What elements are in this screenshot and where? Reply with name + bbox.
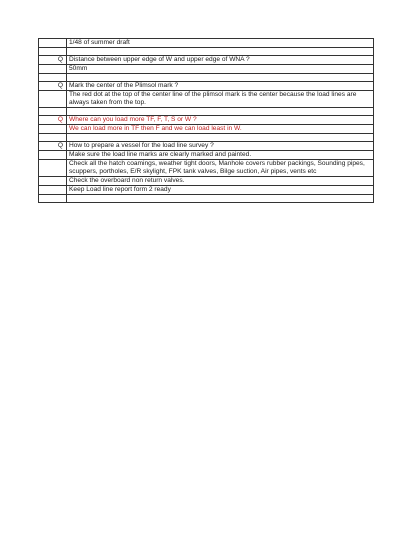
table-row: [39, 74, 374, 82]
answer-text: Keep Load line report form 2 ready: [67, 186, 374, 195]
table-row: [39, 160, 374, 177]
q-marker: Q: [39, 142, 67, 151]
q-marker: [39, 151, 67, 160]
q-marker: [39, 160, 67, 177]
table-row: [39, 65, 374, 74]
answer-text: Make sure the load line marks are clearly marked and painted.: [67, 151, 374, 160]
table-row: [39, 91, 374, 108]
answer-text: Check the overboard non return valves.: [67, 177, 374, 186]
answer-text: We can load more in TF then F and we can load least in W.: [67, 125, 374, 134]
answer-text: The red dot at the top of the center line of the plimsol mark is the center because the load lines are always taken from the top.: [67, 91, 374, 108]
table-row: [39, 108, 374, 116]
row-text: [67, 134, 374, 142]
q-marker: [39, 125, 67, 134]
row-text: [67, 195, 374, 203]
q-marker: [39, 108, 67, 116]
row-text: [67, 108, 374, 116]
table-row: [39, 142, 374, 151]
row-text: [67, 74, 374, 82]
table-row: [39, 186, 374, 195]
q-marker: [39, 39, 67, 48]
table-row: [39, 151, 374, 160]
table-row: [39, 134, 374, 142]
table-row: [39, 125, 374, 134]
q-marker: [39, 48, 67, 56]
q-marker: Q: [39, 56, 67, 65]
q-marker: [39, 65, 67, 74]
q-marker: [39, 74, 67, 82]
q-marker: [39, 195, 67, 203]
q-marker: [39, 91, 67, 108]
question-text: Mark the center of the Plimsol mark ?: [67, 82, 374, 91]
q-marker: [39, 177, 67, 186]
question-text: How to prepare a vessel for the load line survey ?: [67, 142, 374, 151]
answer-text: 50mm: [67, 65, 374, 74]
row-text: [67, 48, 374, 56]
table-row: [39, 48, 374, 56]
row-text: 1/48 of summer draft: [67, 39, 374, 48]
q-marker: Q: [39, 116, 67, 125]
table-row: [39, 56, 374, 65]
question-text: Distance between upper edge of W and upper edge of WNA ?: [67, 56, 374, 65]
table-row: [39, 39, 374, 48]
table-row: [39, 177, 374, 186]
q-marker: Q: [39, 82, 67, 91]
table-row: [39, 82, 374, 91]
table-row: [39, 116, 374, 125]
qa-table: [38, 38, 374, 203]
answer-text: Check all the hatch coamings, weather tight doors, Manhole covers rubber packings, Sounding pipes, scuppers, portholes, E/R skylight, FPK tank valves, Bilge suction, Air pipes, vents etc: [67, 160, 374, 177]
table-row: [39, 195, 374, 203]
q-marker: [39, 186, 67, 195]
question-text: Where can you load more TF, F, T, S or W ?: [67, 116, 374, 125]
q-marker: [39, 134, 67, 142]
